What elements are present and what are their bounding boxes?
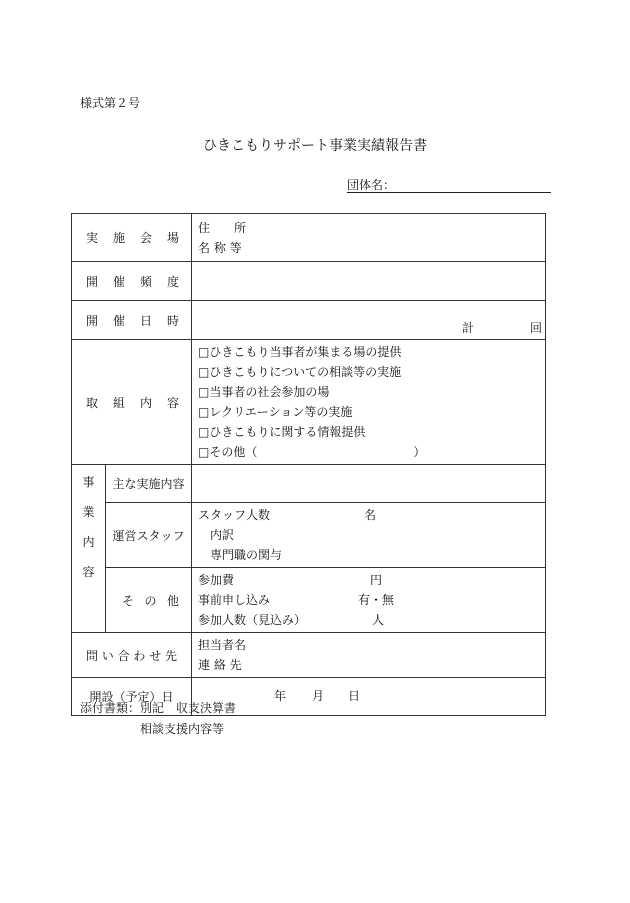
row-frequency bbox=[72, 262, 546, 301]
attachments-item-2: 相談支援内容等 bbox=[140, 722, 225, 736]
main-content-label: 主な実施内容 bbox=[106, 465, 192, 503]
staff-breakdown-label: 内訳 bbox=[210, 528, 235, 542]
row-datetime bbox=[72, 301, 546, 340]
frequency-label: 開 催 頻 度 bbox=[72, 262, 192, 301]
activity-checkbox-5[interactable]: □ひきこもりに関する情報提供 bbox=[198, 425, 366, 439]
attachments-label: 添付書類：別記 収支決算書 bbox=[80, 701, 237, 715]
professional-involvement-label: 専門職の関与 bbox=[210, 548, 283, 562]
prereg-label: 事前申し込み bbox=[198, 593, 271, 607]
row-staff bbox=[72, 503, 546, 568]
times-unit: 回 bbox=[530, 321, 543, 335]
staff-count-unit: 名 bbox=[364, 508, 377, 522]
staff-label: 運営スタッフ bbox=[106, 503, 192, 568]
fee-unit: 円 bbox=[370, 573, 383, 587]
opening-date-input-cell[interactable] bbox=[192, 678, 546, 716]
activity-checkbox-4[interactable]: □レクリエーション等の実施 bbox=[198, 405, 353, 419]
venue-input-cell[interactable] bbox=[192, 214, 546, 262]
venue-address-label: 住 所 bbox=[198, 220, 247, 235]
activities-label: 取 組 内 容 bbox=[72, 340, 192, 465]
row-other bbox=[72, 568, 546, 633]
activity-checkbox-3[interactable]: □当事者の社会参加の場 bbox=[198, 385, 330, 399]
frequency-input-cell[interactable] bbox=[192, 262, 546, 301]
activity-checkbox-1[interactable]: □ひきこもり当事者が集まる場の提供 bbox=[198, 345, 402, 359]
contact-label: 問 い 合 わ せ 先 bbox=[72, 633, 192, 678]
row-main-content bbox=[72, 465, 546, 503]
row-activities bbox=[72, 340, 546, 465]
contact-person-label: 担当者名 bbox=[198, 638, 247, 652]
year-unit: 年 bbox=[274, 689, 287, 703]
staff-count-label: スタッフ人数 bbox=[198, 508, 271, 522]
datetime-label: 開 催 日 時 bbox=[72, 301, 192, 340]
business-content-label: 事 業 内 容 bbox=[72, 465, 106, 633]
contact-input-cell[interactable] bbox=[192, 633, 546, 678]
organization-name-label: 団体名： bbox=[347, 178, 396, 192]
month-unit: 月 bbox=[312, 689, 325, 703]
activities-checklist bbox=[192, 340, 546, 465]
activity-checkbox-2[interactable]: □ひきこもりについての相談等の実施 bbox=[198, 365, 402, 379]
venue-name-label: 名 称 等 bbox=[198, 240, 242, 255]
document-title: ひきこもりサポート事業実績報告書 bbox=[203, 138, 427, 154]
opening-date-label: 開設（予定）日 bbox=[72, 678, 192, 716]
total-count-label: 計 bbox=[462, 321, 475, 335]
fee-label: 参加費 bbox=[198, 573, 235, 587]
day-unit: 日 bbox=[348, 689, 361, 703]
other-label: そ の 他 bbox=[106, 568, 192, 633]
row-venue bbox=[72, 214, 546, 262]
form-number: 様式第２号 bbox=[80, 96, 141, 110]
report-form-table bbox=[71, 213, 546, 716]
participants-label: 参加人数（見込み） bbox=[198, 613, 307, 627]
contact-info-label: 連 絡 先 bbox=[198, 658, 242, 672]
main-content-input-cell[interactable] bbox=[192, 465, 546, 503]
prereg-options[interactable]: 有・無 bbox=[358, 593, 395, 607]
participants-unit: 人 bbox=[372, 613, 385, 627]
organization-name-field[interactable] bbox=[347, 179, 551, 193]
staff-input-cell[interactable] bbox=[192, 503, 546, 568]
venue-label: 実 施 会 場 bbox=[72, 214, 192, 262]
row-contact bbox=[72, 633, 546, 678]
datetime-input-cell[interactable] bbox=[192, 301, 546, 340]
activity-checkbox-other[interactable]: □その他（ ） bbox=[198, 445, 426, 459]
other-input-cell[interactable] bbox=[192, 568, 546, 633]
